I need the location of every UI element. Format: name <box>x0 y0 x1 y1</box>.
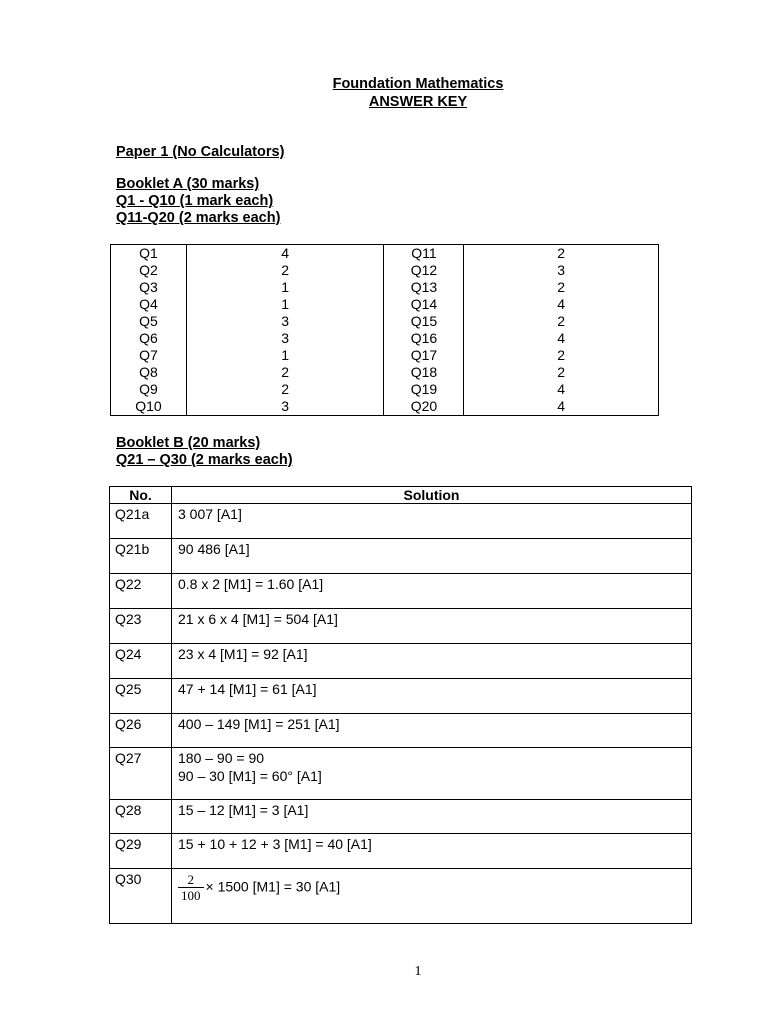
question-number-cell: Q23 <box>110 609 172 644</box>
question-number-cell: Q28 <box>110 800 172 834</box>
question-cell: Q1 <box>111 245 187 263</box>
table-row <box>111 279 659 296</box>
table-row <box>111 313 659 330</box>
table-row <box>110 504 692 539</box>
answer-cell: 1 <box>186 296 384 313</box>
question-cell: Q2 <box>111 262 187 279</box>
solution-text: 3 007 [A1] <box>178 506 242 522</box>
question-number-cell: Q29 <box>110 834 172 869</box>
solution-cell <box>172 748 692 800</box>
answer-cell: 1 <box>186 279 384 296</box>
question-number-cell: Q26 <box>110 714 172 748</box>
page-number: 1 <box>414 964 422 979</box>
answer-cell: 2 <box>464 279 659 296</box>
solution-cell <box>172 574 692 609</box>
question-cell: Q19 <box>384 381 464 398</box>
solution-cell <box>172 539 692 574</box>
question-cell: Q8 <box>111 364 187 381</box>
answer-cell: 2 <box>464 245 659 263</box>
solution-text: 180 – 90 = 90 <box>178 750 265 766</box>
solution-cell <box>172 714 692 748</box>
solution-text: 47 + 14 [M1] = 61 [A1] <box>178 681 317 697</box>
question-cell: Q3 <box>111 279 187 296</box>
solution-cell <box>172 644 692 679</box>
answer-cell: 2 <box>464 313 659 330</box>
question-cell: Q17 <box>384 347 464 364</box>
solution-text-line2: 90 – 30 [M1] = 60° [A1] <box>178 768 322 784</box>
answer-cell: 3 <box>464 262 659 279</box>
table-row <box>110 714 692 748</box>
solution-cell <box>172 834 692 869</box>
answer-cell: 4 <box>464 381 659 398</box>
question-number-cell: Q21b <box>110 539 172 574</box>
fraction-numerator: 2 <box>187 872 194 887</box>
solution-cell <box>172 609 692 644</box>
question-cell: Q10 <box>111 398 187 416</box>
answer-cell: 3 <box>186 398 384 416</box>
answer-cell: 1 <box>186 347 384 364</box>
solution-text: × 1500 [M1] = 30 [A1] <box>205 878 341 895</box>
answer-cell: 2 <box>186 364 384 381</box>
table-row <box>111 262 659 279</box>
table-row <box>110 869 692 924</box>
question-cell: Q18 <box>384 364 464 381</box>
solution-text: 90 486 [A1] <box>178 541 250 557</box>
doc-title: Foundation Mathematics <box>332 76 504 92</box>
fraction <box>178 872 204 903</box>
table-row <box>110 539 692 574</box>
answer-cell: 2 <box>186 381 384 398</box>
question-number-cell: Q24 <box>110 644 172 679</box>
table-row <box>111 364 659 381</box>
solution-text: 23 x 4 [M1] = 92 [A1] <box>178 646 308 662</box>
question-cell: Q15 <box>384 313 464 330</box>
solution-cell <box>172 504 692 539</box>
booklet-a-line1: Q1 - Q10 (1 mark each) <box>116 193 274 209</box>
solution-cell <box>172 869 692 924</box>
paper-heading: Paper 1 (No Calculators) <box>116 144 285 160</box>
question-cell: Q20 <box>384 398 464 416</box>
question-number-cell: Q27 <box>110 748 172 800</box>
booklet-b-solution-table <box>109 486 692 924</box>
table-row <box>110 609 692 644</box>
booklet-a-heading: Booklet A (30 marks) <box>116 176 260 192</box>
solution-text: 15 + 10 + 12 + 3 [M1] = 40 [A1] <box>178 836 372 852</box>
table-header-row <box>110 487 692 504</box>
booklet-b-line1: Q21 – Q30 (2 marks each) <box>116 452 293 468</box>
question-cell: Q13 <box>384 279 464 296</box>
answer-cell: 2 <box>186 262 384 279</box>
column-header-no: No. <box>110 487 172 504</box>
answer-cell: 4 <box>464 330 659 347</box>
question-cell: Q4 <box>111 296 187 313</box>
answer-cell: 2 <box>464 347 659 364</box>
question-cell: Q7 <box>111 347 187 364</box>
table-row <box>111 398 659 416</box>
question-cell: Q14 <box>384 296 464 313</box>
question-number-cell: Q21a <box>110 504 172 539</box>
table-row <box>111 347 659 364</box>
answer-cell: 4 <box>464 296 659 313</box>
solution-text: 21 x 6 x 4 [M1] = 504 [A1] <box>178 611 338 627</box>
table-row <box>110 679 692 714</box>
question-cell: Q16 <box>384 330 464 347</box>
table-row <box>110 834 692 869</box>
question-cell: Q12 <box>384 262 464 279</box>
solution-cell <box>172 679 692 714</box>
table-row <box>111 245 659 263</box>
question-number-cell: Q25 <box>110 679 172 714</box>
fraction-denominator: 100 <box>178 887 204 903</box>
answer-cell: 3 <box>186 330 384 347</box>
answer-cell: 3 <box>186 313 384 330</box>
table-row <box>110 800 692 834</box>
answer-cell: 2 <box>464 364 659 381</box>
table-row <box>110 644 692 679</box>
question-cell: Q11 <box>384 245 464 263</box>
booklet-a-answer-table <box>110 244 659 416</box>
question-number-cell: Q30 <box>110 869 172 924</box>
table-row <box>110 748 692 800</box>
table-row <box>111 296 659 313</box>
solution-text: 0.8 x 2 [M1] = 1.60 [A1] <box>178 576 324 592</box>
question-cell: Q5 <box>111 313 187 330</box>
table-row <box>110 574 692 609</box>
table-row <box>111 381 659 398</box>
table-row <box>111 330 659 347</box>
solution-text: 15 – 12 [M1] = 3 [A1] <box>178 802 309 818</box>
answer-cell: 4 <box>464 398 659 416</box>
solution-cell <box>172 800 692 834</box>
doc-subtitle: ANSWER KEY <box>368 94 468 110</box>
question-cell: Q9 <box>111 381 187 398</box>
solution-text: 400 – 149 [M1] = 251 [A1] <box>178 716 340 732</box>
question-cell: Q6 <box>111 330 187 347</box>
answer-cell: 4 <box>186 245 384 263</box>
booklet-a-line2: Q11-Q20 (2 marks each) <box>116 210 281 226</box>
column-header-solution: Solution <box>172 487 692 504</box>
question-number-cell: Q22 <box>110 574 172 609</box>
booklet-b-heading: Booklet B (20 marks) <box>116 435 261 451</box>
